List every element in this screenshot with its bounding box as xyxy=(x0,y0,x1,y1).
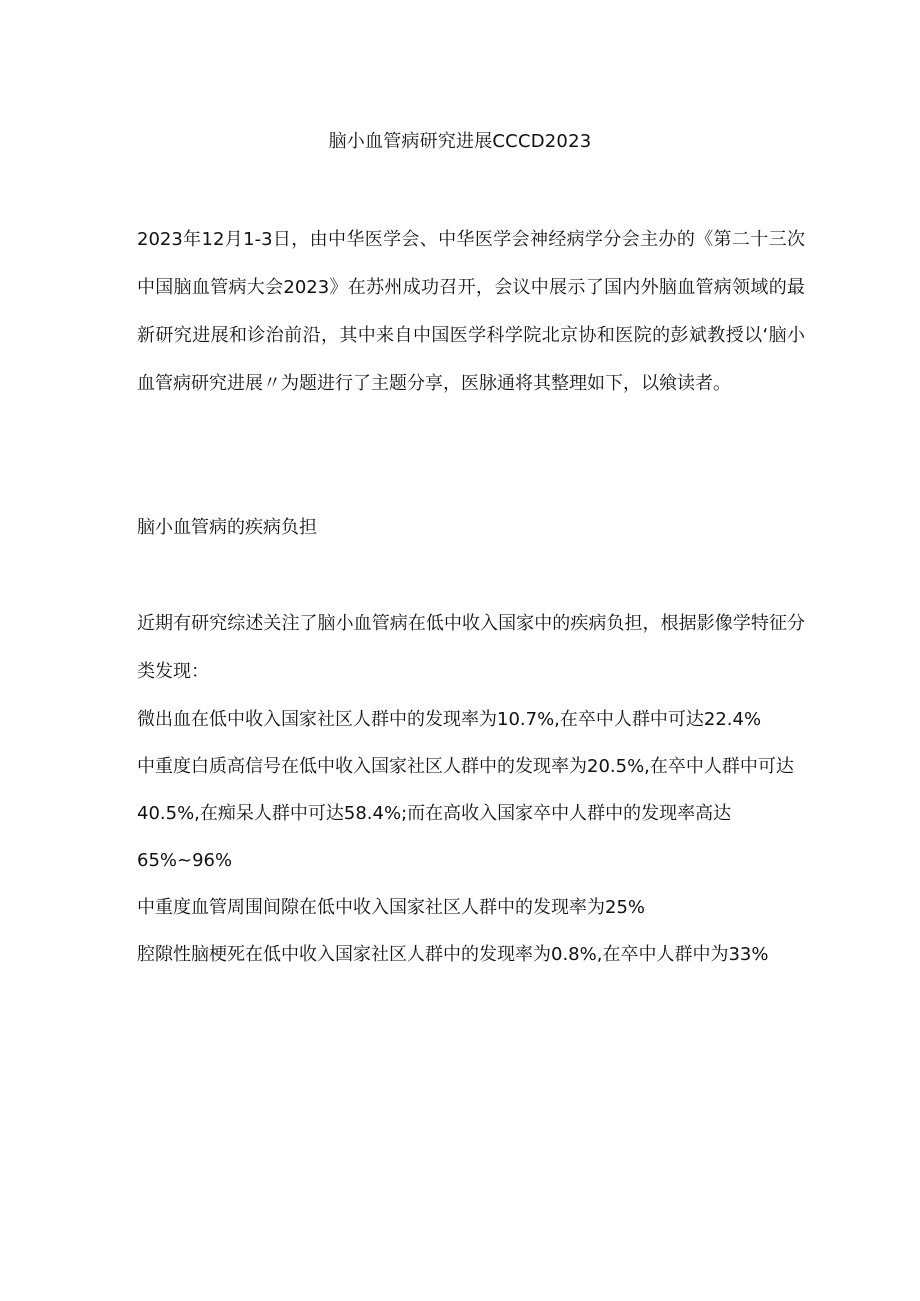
finding-white-matter-hyperintensity: 中重度白质高信号在低中收入国家社区人群中的发现率为20.5%,在卒中人群中可达40.5%,在痴呆人群中可达58.4%;而在高收入国家卒中人群中的发现率高达65%~96% xyxy=(137,756,794,871)
document-title: 脑小血管病研究进展CCCD2023 xyxy=(328,131,592,152)
findings-list xyxy=(137,696,805,978)
section-paragraph: 近期有研究综述关注了脑小血管病在低中收入国家中的疾病负担，根据影像学特征分类发现： xyxy=(137,613,805,682)
section-heading: 脑小血管病的疾病负担 xyxy=(137,517,317,538)
intro-paragraph: 2023年12月1-3日，由中华医学会、中华医学会神经病学分会主办的《第二十三次中国脑血管病大会2023》在苏州成功召开，会议中展示了国内外脑血管病领域的最新研究进展和诊治前沿，其中来自中国医学科学院北京协和医院的彭斌教授以‘脑小血管病研究进展〃为题进行了主题分享，医脉通将其整理如下，以飨读者。 xyxy=(137,229,805,394)
finding-microbleeds: 微出血在低中收入国家社区人群中的发现率为10.7%,在卒中人群中可达22.4% xyxy=(137,709,762,730)
finding-lacunar-infarcts: 腔隙性脑梗死在低中收入国家社区人群中的发现率为0.8%,在卒中人群中为33% xyxy=(137,944,769,965)
finding-perivascular-spaces: 中重度血管周围间隙在低中收入国家社区人群中的发现率为25% xyxy=(137,897,646,918)
